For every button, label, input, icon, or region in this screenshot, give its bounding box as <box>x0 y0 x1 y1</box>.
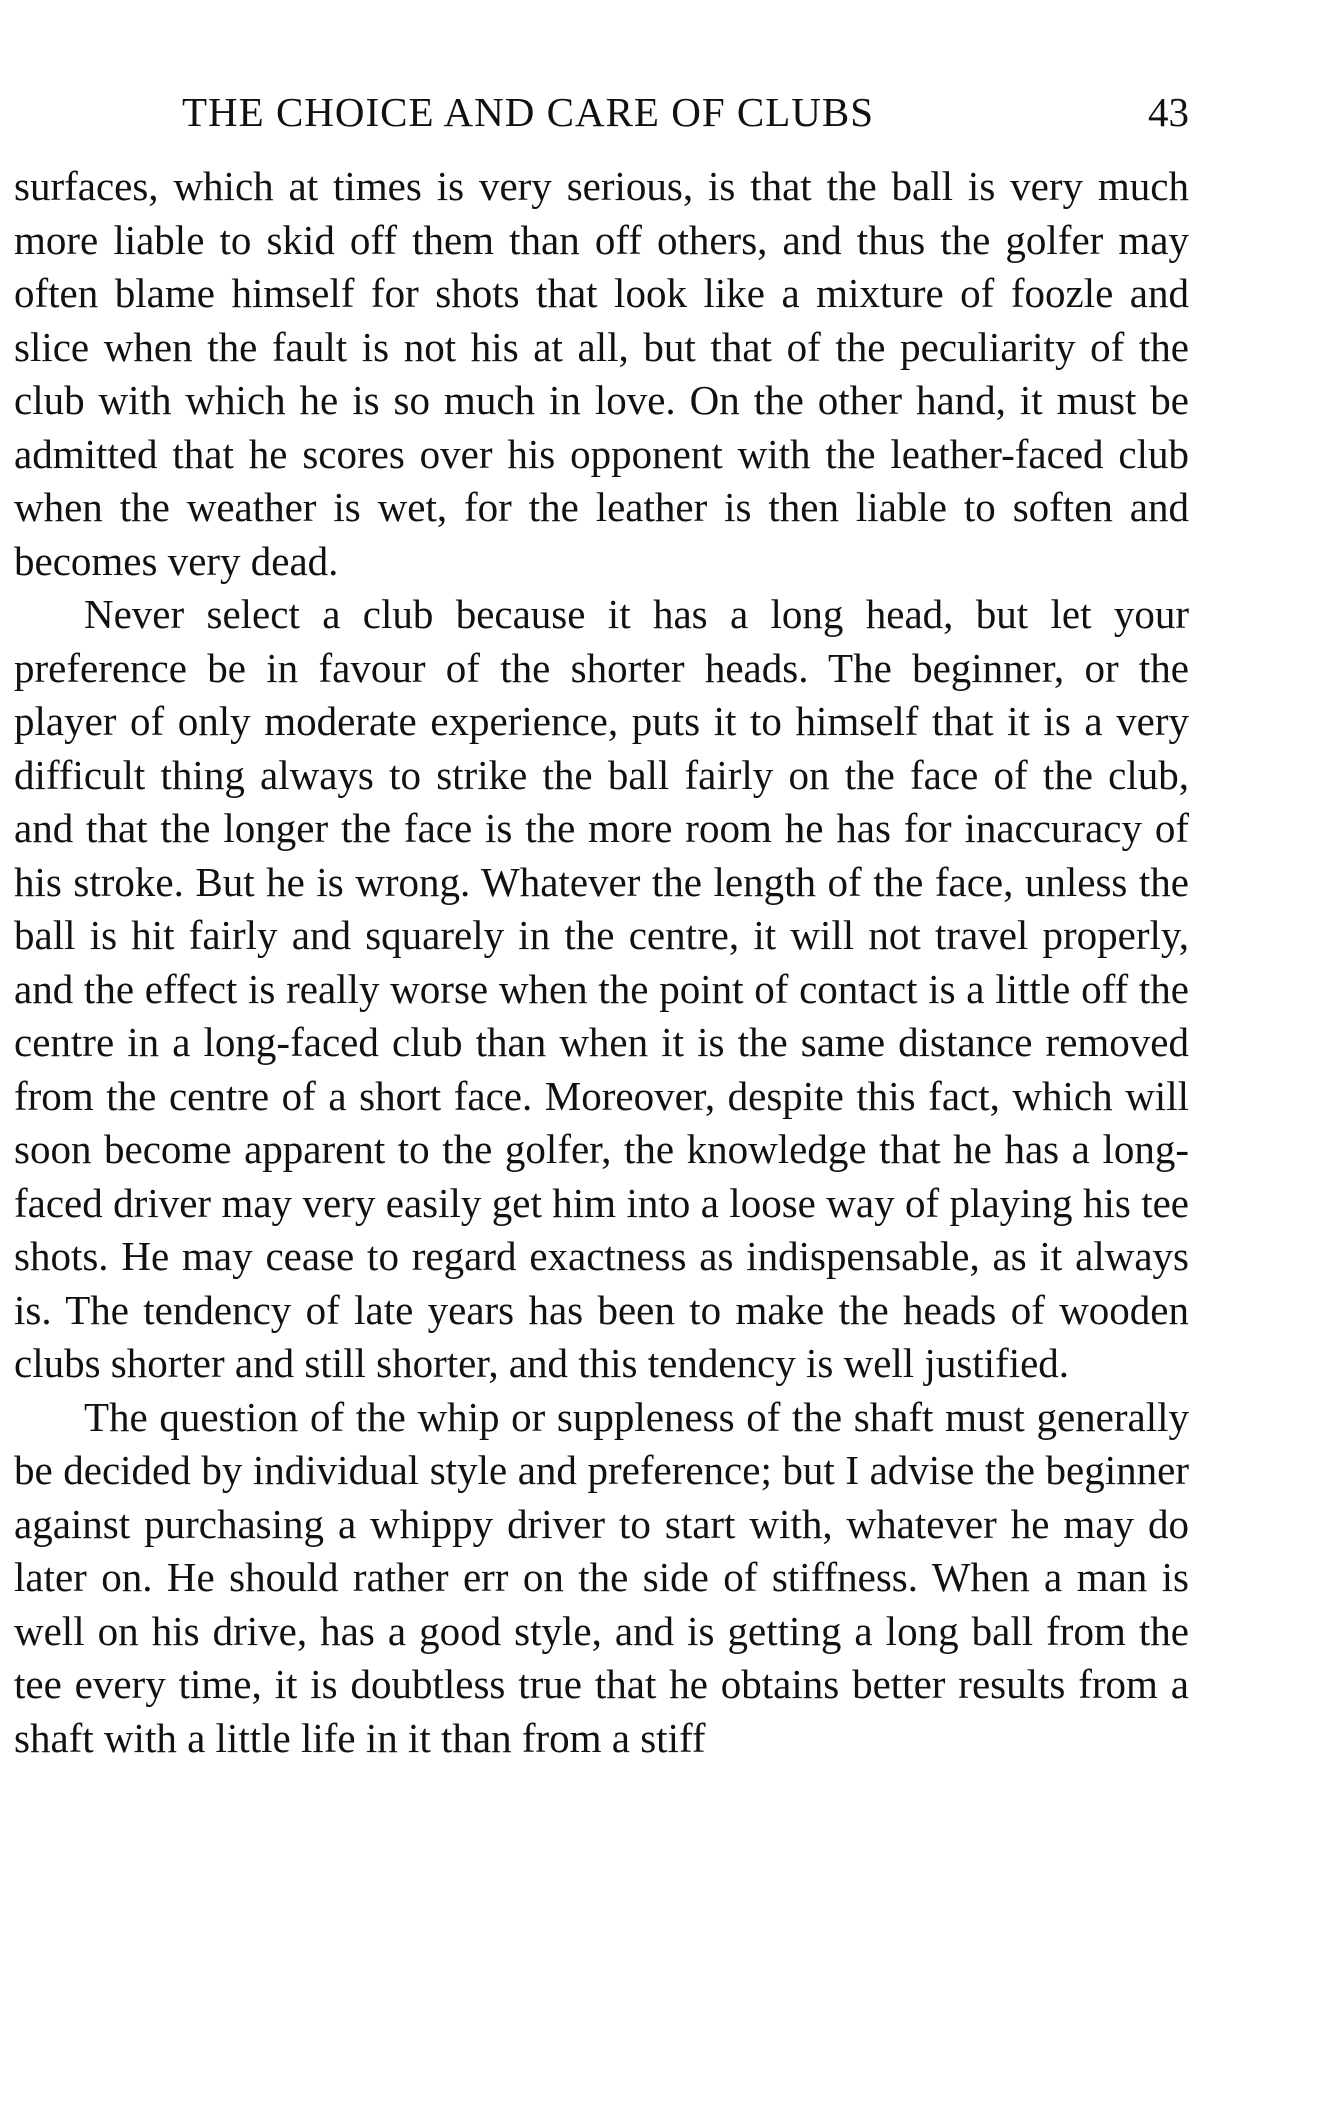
paragraph-continued: surfaces, which at times is very serious, is that the ball is very much more liable to skid off them than off others, and thus the golfer may often blame himself for shots that look like a mixture of foozle and slice when the fault is not his at all, but that of the peculiarity of the club with which he is so much in love. On the other hand, it must be admitted that he scores over his opponent with the leather-faced club when the weather is wet, for the leather is then liable to soften and becomes very dead. <box>14 163 1189 584</box>
running-title: THE CHOICE AND CARE OF CLUBS <box>182 89 875 135</box>
running-head <box>14 82 1189 142</box>
body-text <box>14 160 1189 1765</box>
paragraph-shaft-whip: The question of the whip or suppleness of the shaft must generally be decided by individual style and preference; but I advise the beginner against purchasing a whippy driver to start with, whatever he may do later on. He should rather err on the side of stiffness. When a man is well on his drive, has a good style, and is getting a long ball from the tee every time, it is doubtless true that he obtains better results from a shaft with a little life in it than from a stiff <box>14 1393 1189 1761</box>
paragraph-club-head-length: Never select a club because it has a long head, but let your preference be in favour of the shorter heads. The beginner, or the player of only moderate experience, puts it to himself that it is a very difficult thing always to strike the ball fairly on the face of the club, and that the longer the face is the more room he has for inaccuracy of his stroke. But he is wrong. Whatever the length of the face, unless the ball is hit fairly and squarely in the centre, it will not travel properly, and the effect is really worse when the point of contact is a little off the centre in a long-faced club than when it is the same distance removed from the centre of a short face. Moreover, despite this fact, which will soon become apparent to the golfer, the knowledge that he has a long-faced driver may very easily get him into a loose way of playing his tee shots. He may cease to regard exactness as indispensable, as it always is. The tendency of late years has been to make the heads of wooden clubs shorter and still shorter, and this tendency is well justified. <box>14 591 1189 1386</box>
page-number: 43 <box>1148 89 1189 135</box>
